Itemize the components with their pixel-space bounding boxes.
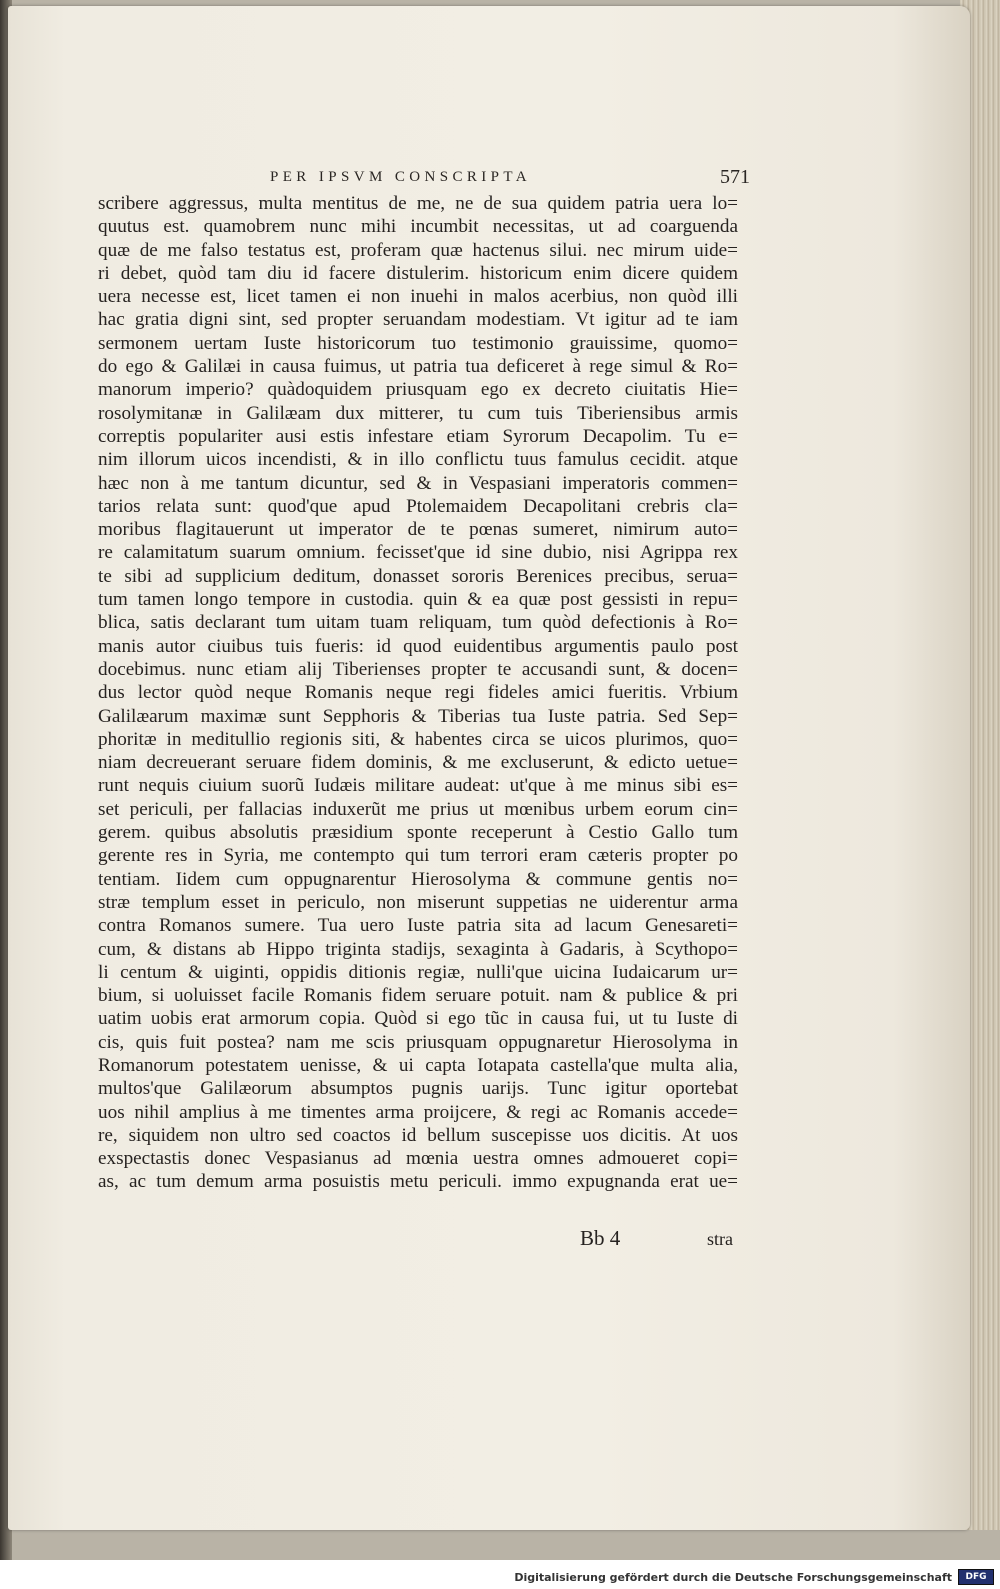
text-line: sermonem uertam Iuste historicorum tuo testimonio grauissime, quomo= xyxy=(98,332,738,354)
text-line: bium, si uoluisset facile Romanis fidem seruare potuit. nam & publice & pri xyxy=(98,985,738,1007)
text-line: ri debet, quòd tam diu id facere distulerim. historicum enim dicere quidem xyxy=(98,262,738,284)
text-line: scribere aggressus, multa mentitus de me, ne de sua quidem patria uera lo= xyxy=(98,193,738,214)
text-line: tum tamen longo tempore in custodia. quin & ea quæ post gessisti in repu= xyxy=(98,589,738,611)
text-line: cum, & distans ab Hippo triginta stadijs, sexaginta à Gadaris, à Scythopo= xyxy=(98,938,738,960)
text-line: rosolymitanæ in Galilæam dux mitterer, tu cum tuis Tiberiensibus armis xyxy=(98,402,738,424)
digitization-footer xyxy=(0,1560,1000,1589)
text-line: uos nihil amplius à me timentes arma proijcere, & regi ac Romanis accede= xyxy=(98,1101,738,1123)
text-line: hac gratia digni sint, sed propter seruandam modestiam. Vt igitur ad te iam xyxy=(98,309,738,331)
text-line: niam decreuerant seruare fidem dominis, & me excluserunt, & edicto uetue= xyxy=(98,752,738,774)
text-line: multos'que Galilæorum absumptos pugnis uarijs. Tunc igitur oportebat xyxy=(98,1078,738,1100)
running-head: PER IPSVM CONSCRIPTA xyxy=(270,169,532,185)
text-line: te sibi ad supplicium deditum, donasset sororis Berenices precibus, serua= xyxy=(98,565,738,587)
text-line: nim illorum uicos incendisti, & in illo conflictu tuus famulus cecidit. atque xyxy=(98,449,738,471)
text-line: exspectastis donec Vespasianus ad mœnia uestra omnes admoueret copi= xyxy=(98,1148,738,1170)
text-line: phoritæ in meditullio regionis siti, & habentes circa se uicos plurimos, quo= xyxy=(98,728,738,750)
text-line: li centum & uiginti, oppidis ditionis regiæ, nulli'que uicina Iudaicarum ur= xyxy=(98,961,738,983)
text-line: tentiam. Iidem cum oppugnarentur Hierosolyma & commune gentis no= xyxy=(98,868,738,890)
text-line: Galilæarum maximæ sunt Sepphoris & Tiberias tua Iuste patria. Sed Sep= xyxy=(98,705,738,727)
text-line: moribus flagitauerunt ut imperator de te pœnas sumeret, nimirum auto= xyxy=(98,519,738,541)
text-line: tarios relata sunt: quod'que apud Ptolemaidem Decapolitani crebris cla= xyxy=(98,495,738,517)
page-number: 571 xyxy=(720,166,750,188)
text-line: quutus est. quamobrem nunc mihi incumbit necessitas, ut ad coarguenda xyxy=(98,216,738,238)
text-line: cis, quis fuit postea? nam me scis priusquam oppugnaretur Hierosolyma in xyxy=(98,1031,738,1053)
text-line: stræ templum esset in periculo, non miserunt suppetias ne uiderentur arma xyxy=(98,891,738,913)
text-line: re calamitatum suarum omnium. fecisset'que id sine dubio, nisi Agrippa rex xyxy=(98,542,738,564)
text-line: set periculi, per fallacias induxerũt me prius ut mœnibus urbem eorum cin= xyxy=(98,798,738,820)
page-header xyxy=(270,166,750,192)
text-line: gerem. quibus absolutis præsidium sponte receperunt à Cestio Gallo tum xyxy=(98,822,738,844)
dfg-logo: DFG xyxy=(958,1569,994,1585)
text-line: blica, satis declarant tum uitam tuam reliquam, tum quòd defectionis à Ro= xyxy=(98,612,738,634)
text-line: uatim uobis erat armorum copia. Quòd si ego tũc in causa fui, ut tu Iuste di xyxy=(98,1008,738,1030)
text-line: docebimus. nunc etiam alij Tiberienses propter te accusandi sunt, & docen= xyxy=(98,658,738,680)
text-line: as, ac tum demum arma posuistis metu periculi. immo expugnanda erat ue= xyxy=(98,1171,738,1193)
text-line: correptis populariter ausi estis infestare etiam Syrorum Decapolim. Tu e= xyxy=(98,425,738,447)
text-line: do ego & Galilæi in causa fuimus, ut patria tua deficeret à rege simul & Ro= xyxy=(98,356,738,378)
text-line: manorum imperio? quàdoquidem priusquam ego ex decreto ciuitatis Hie= xyxy=(98,379,738,401)
text-line: manis autor ciuibus tuis fueris: id quod euidentibus argumentis paulo post xyxy=(98,635,738,657)
text-line: dus lector quòd neque Romanis neque regi fideles amici fueritis. Vrbium xyxy=(98,682,738,704)
text-line: gerente res in Syria, me contempto qui tum terrori eram cæteris propter po xyxy=(98,845,738,867)
text-line: quæ de me falso testatus est, proferam quæ hactenus silui. nec mirum uide= xyxy=(98,239,738,261)
text-line: runt nequis ciuium suorũ Iudæis militare audeat: ut'que à me minus sibi es= xyxy=(98,775,738,797)
catchword: stra xyxy=(707,1229,733,1249)
signature-mark: Bb 4 xyxy=(580,1226,621,1250)
text-line: hæc non à me tantum dicuntur, sed & in Vespasiani imperatoris commen= xyxy=(98,472,738,494)
text-line: Romanorum potestatem uenisse, & ui capta Iotapata castella'que multa alia, xyxy=(98,1054,738,1076)
text-line: re, siquidem non ultro sed coactos id bellum suscepisse uos dicitis. At uos xyxy=(98,1124,738,1146)
body-text xyxy=(98,192,738,1194)
text-line: contra Romanos sumere. Tua uero Iuste patria sita ad lacum Genesareti= xyxy=(98,915,738,937)
funding-credit: Digitalisierung gefördert durch die Deutsche Forschungsgemeinschaft xyxy=(514,1571,952,1584)
text-line: uera necesse est, licet tamen ei non inuehi in malos acerbius, non quòd illi xyxy=(98,286,738,308)
